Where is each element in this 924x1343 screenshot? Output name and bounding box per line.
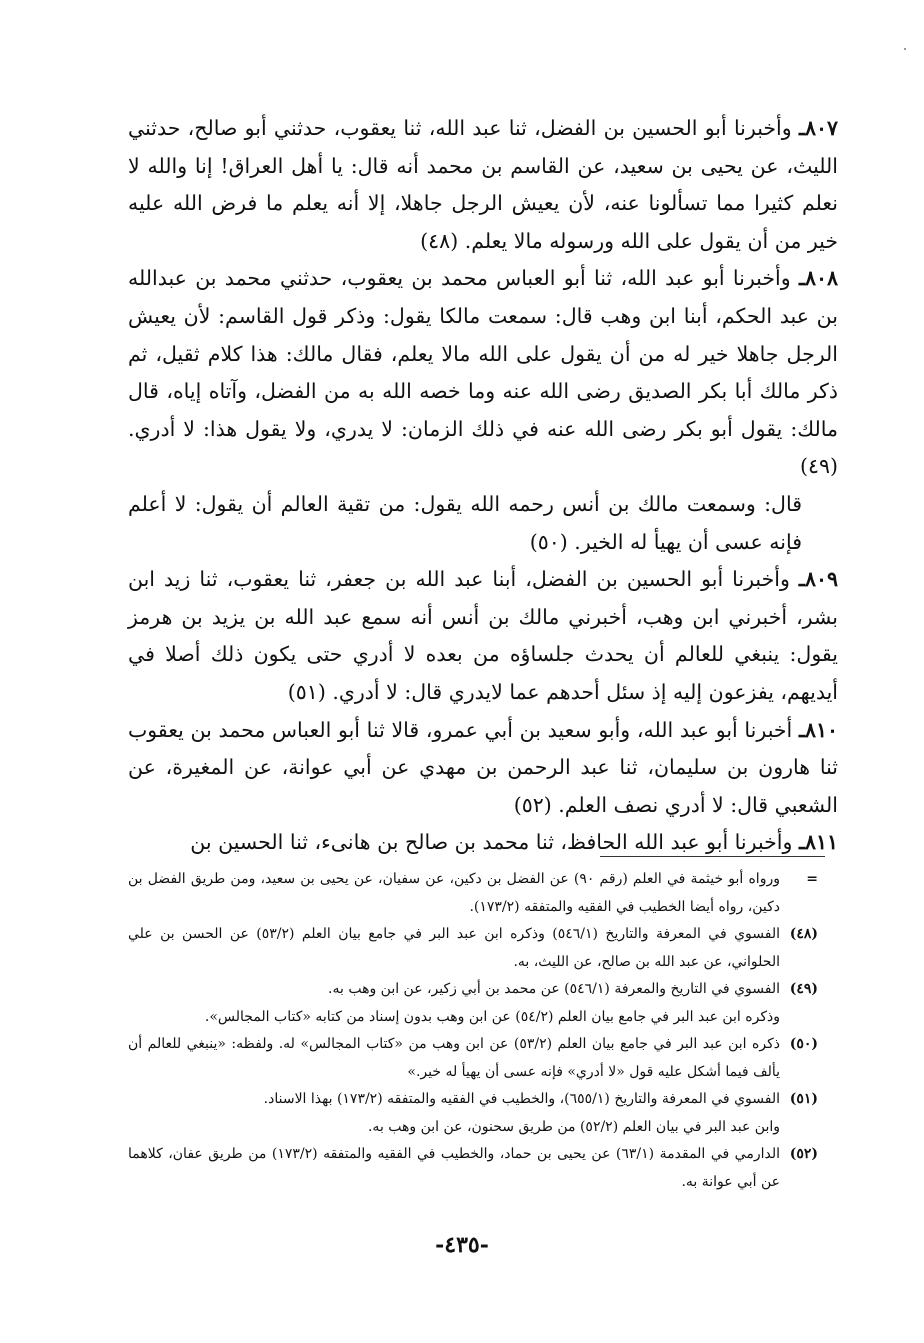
paragraph-text: وأخبرنا أبو الحسين بن الفضل، أبنا عبد الله بن جعفر، ثنا يعقوب، ثنا زيد ابن بشر، أخبرني ابن وهب، أخبرني مالك بن أنس أنه سمع عبد الله بن يزيد بن هرمز يقول: ينبغي للعالم أن يحدث جلساؤه من بعده لا أدري حتى يكون ذلك أصلا في أيديهم، يفزعون إليه إذ سئل أحدهم عما لايدري قال: لا أدري. (٥١) <box>128 567 838 704</box>
footnote <box>128 866 818 921</box>
paragraph-810 <box>128 712 838 825</box>
footnote <box>128 921 818 976</box>
paragraph-number: ٨٠٨ـ <box>798 266 838 291</box>
footnote-number <box>780 1004 818 1032</box>
footnote-number: (٤٩) <box>789 981 818 997</box>
paragraph-number: ٨١٠ـ <box>798 717 838 742</box>
footnote <box>128 1031 818 1086</box>
footnote-number: = <box>806 871 818 887</box>
paragraph-808 <box>128 260 838 486</box>
footnote <box>128 976 818 1004</box>
footnote-number: (٥١) <box>789 1091 818 1107</box>
paragraph-malik <box>128 486 838 561</box>
footnote-number: (٥٠) <box>789 1036 818 1052</box>
main-text <box>128 110 838 862</box>
paragraph-number: ٨١١ـ <box>798 830 838 855</box>
footnote-text: الفسوي في المعرفة والتاريخ (٦٥٥/١)، والخطيب في الفقيه والمتفقه (١٧٣/٢) بهذا الاسناد. <box>263 1091 780 1107</box>
paragraph-text: أخبرنا أبو عبد الله، وأبو سعيد بن أبي عمرو، قالا ثنا أبو العباس محمد بن يعقوب ثنا هارون بن سليمان، ثنا عبد الرحمن بن مهدي عن أبي عوانة، عن المغيرة، عن الشعبي قال: لا أدري نصف العلم. (٥٢) <box>128 717 838 817</box>
footnote-text: وابن عبد البر في بيان العلم (٥٢/٢) من طريق سحنون، عن ابن وهب به. <box>367 1118 780 1135</box>
paragraph-text: وأخبرنا أبو عبد الله الحافظ، ثنا محمد بن صالح بن هانىء، ثنا الحسين بن <box>190 830 793 855</box>
footnote <box>128 1004 818 1032</box>
page-number: -٤٣٥- <box>435 1232 489 1258</box>
footnote <box>128 1141 818 1196</box>
footnote-text: ذكره ابن عبد البر في جامع بيان العلم (٥٣/٢) عن ابن وهب من «كتاب المجالس» له. ولفظه: «ينبغي للعالم أن يألف فيما أشكل عليه قول «لا أدري» فإنه عسى أن يهيأ له خير.» <box>128 1036 781 1080</box>
footnote-text: الدارمي في المقدمة (٦٣/١) عن يحيى بن حماد، والخطيب في الفقيه والمتفقه (١٧٣/٢) من طريق عفان، كلاهما عن أبي عوانة به. <box>128 1146 780 1190</box>
scan-mark <box>904 48 906 50</box>
footnote <box>128 1086 818 1114</box>
paragraph-text: وأخبرنا أبو عبد الله، ثنا أبو العباس محمد بن يعقوب، حدثني محمد بن عبدالله بن عبد الحكم، أبنا ابن وهب قال: سمعت مالكا يقول: وذكر قول القاسم: لأن يعيش الرجل جاهلا خير له من أن يقول على الله مالا يعلم، فقال مالك: هذا كلام ثقيل، ثم ذكر مالك أبا بكر الصديق رضى الله عنه وما خصه الله به من الفضل، وآتاه إياه، قال مالك: يقول أبو بكر رضى الله عنه في ذلك الزمان: لا يدري، ولا يقول هذا: لا أدري. (٤٩) <box>128 266 838 479</box>
footnote-text: الفسوي في المعرفة والتاريخ (٥٤٦/١) وذكره ابن عبد البر في جامع بيان العلم (٥٣/٢) عن الحسن بن علي الحلواني، عن عبد الله بن صالح، عن الليث، به. <box>128 926 780 970</box>
footnote-number: (٥٢) <box>789 1146 818 1162</box>
footnote-divider <box>600 856 825 857</box>
paragraph-text: وأخبرنا أبو الحسين بن الفضل، ثنا عبد الله، ثنا يعقوب، حدثني أبو صالح، حدثني الليث، عن يحيى بن سعيد، عن القاسم بن محمد أنه قال: يا أهل العراق! إنا والله لا نعلم كثيرا مما تسألونا عنه، لأن يعيش الرجل جاهلا، إلا أنه يعلم ما فرض الله عليه خير من أن يقول على الله ورسوله مالا يعلم. (٤٨) <box>128 116 838 253</box>
footnote-text: وذكره ابن عبد البر في جامع بيان العلم (٥٤/٢) عن ابن وهب بدون إسناد من كتابه «كتاب المجالس». <box>204 1008 780 1025</box>
footnotes <box>128 866 818 1196</box>
paragraph-text: قال: وسمعت مالك بن أنس رحمه الله يقول: من تقية العالم أن يقول: لا أعلم فإنه عسى أن يهيأ له الخير. (٥٠) <box>128 491 802 554</box>
paragraph-807 <box>128 110 838 260</box>
footnote-number <box>780 1114 818 1142</box>
footnote <box>128 1114 818 1142</box>
paragraph-number: ٨٠٧ـ <box>798 116 838 140</box>
footnote-text: ورواه أبو خيثمة في العلم (رقم ٩٠) عن الفضل بن دكين، عن سفيان، عن يحيى بن سعيد، ومن طريق الفضل بن دكين، رواه أيضا الخطيب في الفقيه والمتفقه (١٧٣/٢). <box>128 871 780 915</box>
paragraph-809 <box>128 561 838 711</box>
footnote-text: الفسوي في التاريخ والمعرفة (٥٤٦/١) عن محمد بن أبي زكير، عن ابن وهب به. <box>328 981 780 997</box>
paragraph-number: ٨٠٩ـ <box>798 567 838 592</box>
footnote-number: (٤٨) <box>789 926 818 942</box>
